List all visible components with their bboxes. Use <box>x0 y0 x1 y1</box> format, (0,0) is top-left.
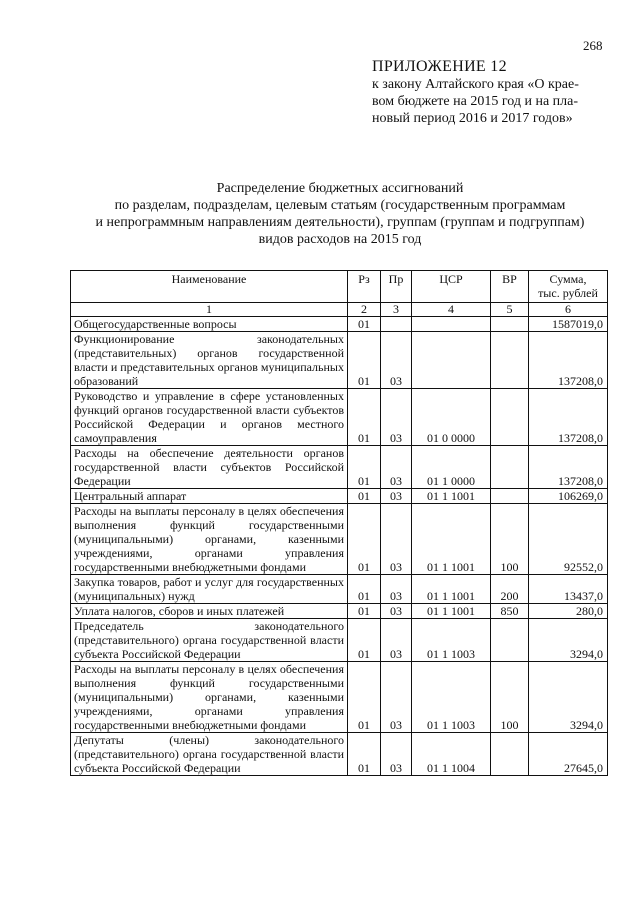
cell-vr <box>491 389 529 446</box>
cell-sum: 3294,0 <box>529 662 608 733</box>
appendix-line: новый период 2016 и 2017 годов» <box>372 111 573 126</box>
cell-csr: 01 1 1001 <box>412 604 491 619</box>
cell-csr: 01 1 1003 <box>412 662 491 733</box>
cell-name: Расходы на выплаты персоналу в целях обеспечения выполнения функций государственными (муниципальными) органами, казенными учреждениями, органами управления государственными внебюджетными фондами <box>71 662 348 733</box>
cell-rz: 01 <box>348 619 381 662</box>
cell-name: Функционирование законодательных (представительных) органов государственной власти и представительных органов муниципальных образований <box>71 332 348 389</box>
cell-csr: 01 1 1003 <box>412 619 491 662</box>
header-csr: ЦСР <box>412 271 491 303</box>
appendix-block <box>372 58 622 127</box>
table-row <box>71 332 608 389</box>
cell-rz: 01 <box>348 389 381 446</box>
index-cell: 3 <box>381 303 412 317</box>
cell-vr <box>491 489 529 504</box>
cell-pr: 03 <box>381 575 412 604</box>
table-index-row <box>71 303 608 317</box>
cell-csr: 01 1 1001 <box>412 575 491 604</box>
cell-pr: 03 <box>381 604 412 619</box>
cell-pr <box>381 317 412 332</box>
header-pr: Пр <box>381 271 412 303</box>
index-cell: 6 <box>529 303 608 317</box>
header-name: Наименование <box>71 271 348 303</box>
index-cell: 2 <box>348 303 381 317</box>
cell-rz: 01 <box>348 662 381 733</box>
cell-csr: 01 0 0000 <box>412 389 491 446</box>
cell-rz: 01 <box>348 733 381 776</box>
cell-csr: 01 1 0000 <box>412 446 491 489</box>
cell-rz: 01 <box>348 604 381 619</box>
cell-rz: 01 <box>348 446 381 489</box>
cell-sum: 92552,0 <box>529 504 608 575</box>
cell-pr: 03 <box>381 504 412 575</box>
header-sum-line: Сумма, <box>549 272 587 286</box>
cell-vr <box>491 446 529 489</box>
cell-vr <box>491 619 529 662</box>
cell-sum: 13437,0 <box>529 575 608 604</box>
cell-rz: 01 <box>348 317 381 332</box>
index-cell: 1 <box>71 303 348 317</box>
cell-vr: 100 <box>491 504 529 575</box>
cell-pr: 03 <box>381 389 412 446</box>
cell-name: Общегосударственные вопросы <box>71 317 348 332</box>
cell-rz: 01 <box>348 504 381 575</box>
table-row <box>71 446 608 489</box>
cell-name: Расходы на выплаты персоналу в целях обеспечения выполнения функций государственными (муниципальными) органами, казенными учреждениями, органами управления государственными внебюджетными фондами <box>71 504 348 575</box>
table-row <box>71 504 608 575</box>
cell-name: Председатель законодательного (представительного) органа государственной власти субъекта Российской Федерации <box>71 619 348 662</box>
heading-line: Распределение бюджетных ассигнований <box>216 181 464 196</box>
cell-sum: 1587019,0 <box>529 317 608 332</box>
header-sum <box>529 271 608 303</box>
cell-sum: 3294,0 <box>529 619 608 662</box>
index-cell: 4 <box>412 303 491 317</box>
appendix-title: ПРИЛОЖЕНИЕ 12 <box>372 58 507 75</box>
cell-rz: 01 <box>348 332 381 389</box>
cell-sum: 280,0 <box>529 604 608 619</box>
cell-vr: 100 <box>491 662 529 733</box>
table-row <box>71 575 608 604</box>
cell-csr: 01 1 1001 <box>412 504 491 575</box>
table-row <box>71 619 608 662</box>
header-rz: Рз <box>348 271 381 303</box>
cell-rz: 01 <box>348 575 381 604</box>
document-heading <box>60 180 620 248</box>
page-number: 268 <box>583 38 603 53</box>
table-row <box>71 733 608 776</box>
cell-csr: 01 1 1001 <box>412 489 491 504</box>
cell-sum: 137208,0 <box>529 332 608 389</box>
cell-vr: 200 <box>491 575 529 604</box>
table-row <box>71 317 608 332</box>
cell-vr <box>491 317 529 332</box>
cell-pr: 03 <box>381 446 412 489</box>
header-sum-unit: тыс. рублей <box>538 286 598 300</box>
cell-sum: 27645,0 <box>529 733 608 776</box>
cell-sum: 106269,0 <box>529 489 608 504</box>
cell-name: Руководство и управление в сфере установленных функций органов государственной власти субъектов Российской Федерации и органов местного самоуправления <box>71 389 348 446</box>
cell-vr <box>491 733 529 776</box>
cell-sum: 137208,0 <box>529 446 608 489</box>
appendix-line: вом бюджете на 2015 год и на пла- <box>372 94 579 109</box>
heading-line: по разделам, подразделам, целевым статьям (государственным программам <box>114 198 566 213</box>
cell-pr: 03 <box>381 662 412 733</box>
index-cell: 5 <box>491 303 529 317</box>
cell-pr: 03 <box>381 332 412 389</box>
cell-vr <box>491 332 529 389</box>
cell-csr: 01 1 1004 <box>412 733 491 776</box>
heading-line: видов расходов на 2015 год <box>258 232 422 247</box>
heading-line: и непрограммным направлениям деятельности), группам (группам и подгруппам) <box>95 215 585 230</box>
table-header-row <box>71 271 608 303</box>
table-row <box>71 489 608 504</box>
cell-name: Уплата налогов, сборов и иных платежей <box>71 604 348 619</box>
cell-pr: 03 <box>381 619 412 662</box>
cell-name: Расходы на обеспечение деятельности органов государственной власти субъектов Российской Федерации <box>71 446 348 489</box>
cell-csr <box>412 332 491 389</box>
cell-sum: 137208,0 <box>529 389 608 446</box>
table-row <box>71 604 608 619</box>
budget-table <box>70 270 608 776</box>
appendix-line: к закону Алтайского края «О крае- <box>372 77 579 92</box>
header-vr: ВР <box>491 271 529 303</box>
cell-pr: 03 <box>381 733 412 776</box>
cell-name: Центральный аппарат <box>71 489 348 504</box>
table-row <box>71 662 608 733</box>
table-row <box>71 389 608 446</box>
cell-name: Депутаты (члены) законодательного (представительного) органа государственной власти субъекта Российской Федерации <box>71 733 348 776</box>
cell-pr: 03 <box>381 489 412 504</box>
cell-rz: 01 <box>348 489 381 504</box>
cell-vr: 850 <box>491 604 529 619</box>
cell-csr <box>412 317 491 332</box>
cell-name: Закупка товаров, работ и услуг для государственных (муниципальных) нужд <box>71 575 348 604</box>
